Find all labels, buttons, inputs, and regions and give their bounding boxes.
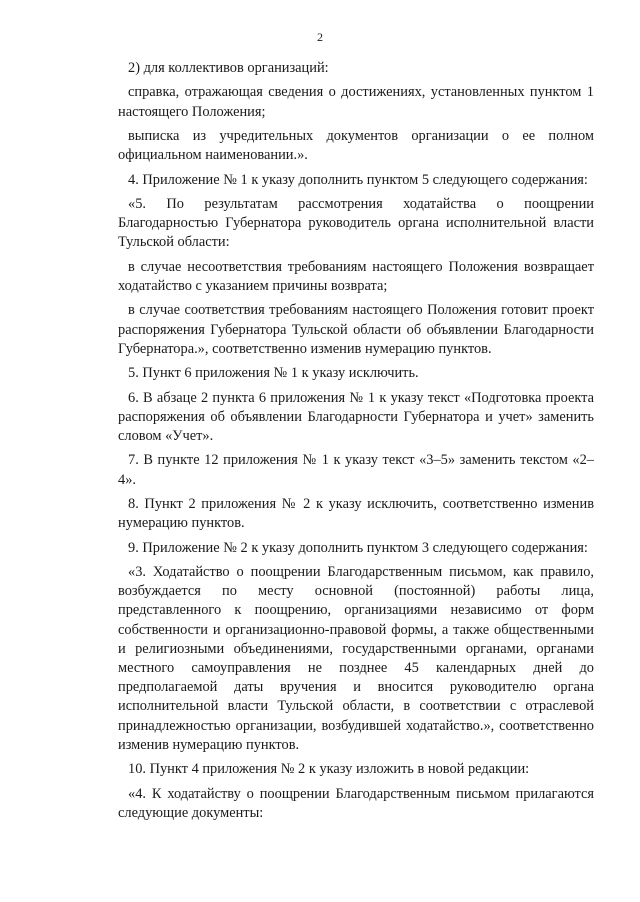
document-body — [118, 59, 594, 828]
paragraph-3: выписка из учредительных документов организации о ее полном официальном наименовании.». — [118, 127, 594, 164]
paragraph-7: в случае соответствия требованиям настоящего Положения готовит проект распоряжения Губернатора Тульской области об объявлении Благодарности Губернатора.», соответственно изменив нумерацию пунктов. — [118, 302, 594, 357]
paragraph-8: 5. Пункт 6 приложения № 1 к указу исключить. — [128, 365, 419, 382]
paragraph-15: «4. К ходатайству о поощрении Благодарственным письмом прилагаются следующие документы: — [118, 785, 594, 821]
paragraph-2: справка, отражающая сведения о достижениях, установленных пунктом 1 настоящего Положения; — [118, 84, 594, 120]
paragraph-4: 4. Приложение № 1 к указу дополнить пунктом 5 следующего содержания: — [128, 171, 588, 188]
paragraph-13: «3. Ходатайство о поощрении Благодарственным письмом, как правило, возбуждается по месту основной (постоянной) работы лица, представленного к поощрению, организациями независимо от форм собственности и организационно-правовой формы, а также общественными и религиозными объединениями, государственными органами, органами местного самоуправления не позднее 45 календарных дней до предполагаемой даты вручения и вносится руководителю органа исполнительной власти Тульской области, в соответствии с отраслевой принадлежностью организации, возбудившей ходатайство.», соответственно изменив нумерацию пунктов. — [118, 563, 594, 753]
paragraph-1: 2) для коллективов организаций: — [128, 60, 329, 76]
paragraph-9: 6. В абзаце 2 пункта 6 приложения № 1 к указу текст «Подготовка проекта распоряжения об объявлении Благодарности Губернатора и учет» заменить словом «Учет». — [118, 389, 594, 444]
page-number: 2 — [317, 30, 323, 44]
paragraph-11: 8. Пункт 2 приложения № 2 к указу исключить, соответственно изменив нумерацию пунктов. — [118, 495, 594, 532]
paragraph-14: 10. Пункт 4 приложения № 2 к указу изложить в новой редакции: — [128, 761, 530, 778]
paragraph-6: в случае несоответствия требованиям настоящего Положения возвращает ходатайство с указанием причины возврата; — [118, 258, 594, 294]
paragraph-5: «5. По результатам рассмотрения ходатайства о поощрении Благодарностью Губернатора руководитель органа исполнительной власти Тульской области: — [118, 195, 594, 251]
paragraph-10: 7. В пункте 12 приложения № 1 к указу текст «3–5» заменить текстом «2–4». — [118, 452, 594, 488]
paragraph-12: 9. Приложение № 2 к указу дополнить пунктом 3 следующего содержания: — [128, 539, 588, 556]
